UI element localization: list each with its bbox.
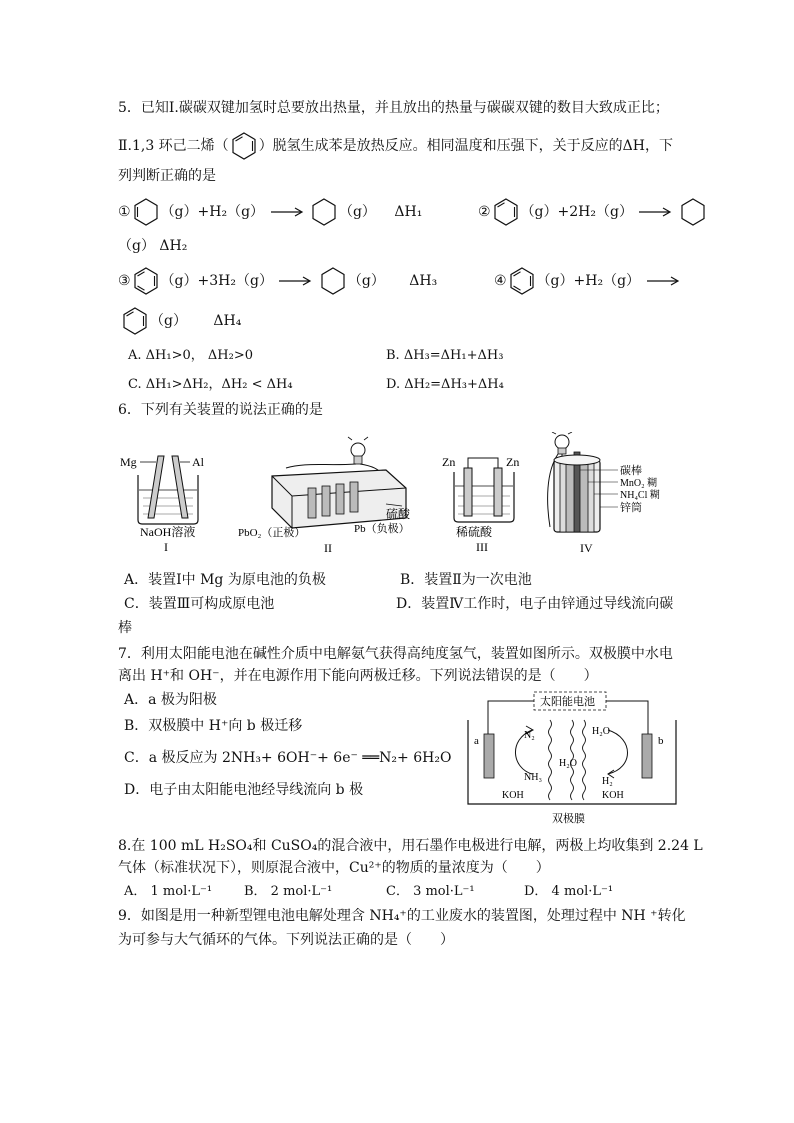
device-2-label: II bbox=[324, 541, 332, 555]
q6-option-a: A．装置Ⅰ中 Mg 为原电池的负极 bbox=[124, 572, 326, 588]
cyclohexadiene-structure bbox=[491, 197, 521, 227]
device-4-carbon-rod-label: 碳棒 bbox=[620, 465, 642, 477]
cyclohexane-structure bbox=[678, 197, 708, 227]
device-3-zn-left-label: Zn bbox=[442, 455, 456, 469]
q6-option-d: D．装置Ⅳ工作时，电子由锌通过导线流向碳 bbox=[396, 596, 674, 612]
h2o-right-label: H₂O bbox=[592, 726, 610, 737]
n2-label: N₂ bbox=[524, 730, 535, 741]
electrolysis-diagram bbox=[462, 690, 682, 830]
q7-option-a: A．a 极为阳极 bbox=[124, 692, 217, 708]
benzene-structure bbox=[131, 266, 161, 296]
q9-line1: 9．如图是用一种新型锂电池电解处理含 NH₄⁺的工业废水的装置图，处理过程中 NH ⁺转化 bbox=[118, 908, 686, 924]
reaction-3-phase: （g） bbox=[347, 273, 385, 289]
reaction-2-cont: （g） ΔH₂ bbox=[118, 238, 188, 254]
q5-option-b: B. ΔH₃=ΔH₁+ΔH₃ bbox=[386, 348, 504, 363]
koh-left-label: KOH bbox=[502, 790, 524, 801]
electrode-a-label: a bbox=[474, 735, 479, 747]
reaction-1-phase: （g） bbox=[338, 204, 376, 220]
q5-line1: 5．已知Ⅰ.碳碳双键加氢时总要放出热量，并且放出的热量与碳碳双键的数目大致成正比； bbox=[118, 100, 669, 116]
q8-line1: 8.在 100 mL H₂SO₄和 CuSO₄的混合液中，用石墨作电极进行电解，两极上均收集到 2.24 L bbox=[118, 838, 703, 854]
reaction-4 bbox=[494, 266, 681, 296]
q6-option-c: C．装置Ⅲ可构成原电池 bbox=[124, 596, 275, 612]
device-3-label: III bbox=[476, 540, 488, 554]
q6-option-d-cont: 棒 bbox=[118, 620, 132, 636]
reaction-3-number: ③ bbox=[118, 273, 131, 289]
h2-label: H₂ bbox=[602, 776, 613, 787]
q8-option-a: A． 1 mol·L⁻¹ bbox=[124, 884, 213, 899]
q5-option-a: A. ΔH₁>0， ΔH₂>0 bbox=[128, 348, 253, 363]
device-1-label: I bbox=[164, 540, 168, 554]
reaction-3 bbox=[118, 266, 437, 296]
device-2-acid-label: 硫酸 bbox=[386, 507, 411, 521]
reaction-1 bbox=[118, 197, 422, 227]
cyclohexene-structure bbox=[131, 197, 161, 227]
reaction-2-reactants: （g）+2H₂（g） bbox=[520, 204, 633, 220]
device-4-diagram bbox=[542, 432, 682, 556]
device-2-diagram bbox=[236, 436, 426, 556]
cyclohexane-structure bbox=[309, 197, 339, 227]
q7-option-c: C．a 极反应为 2NH₃+ 6OH⁻+ 6e⁻ ══N₂+ 6H₂O bbox=[124, 750, 452, 766]
device-3-zn-right-label: Zn bbox=[506, 455, 520, 469]
koh-right-label: KOH bbox=[602, 790, 624, 801]
reaction-2 bbox=[478, 197, 708, 227]
q8-option-d: D． 4 mol·L⁻¹ bbox=[524, 884, 614, 899]
q7-line1: 7．利用太阳能电池在碱性介质中电解氨气获得高纯度氢气，装置如图所示。双极膜中水电 bbox=[118, 646, 673, 662]
reaction-3-reactants: （g）+3H₂（g） bbox=[160, 273, 273, 289]
reaction-3-dh: ΔH₃ bbox=[409, 273, 438, 289]
device-1-diagram bbox=[118, 450, 218, 555]
device-1-mg-label: Mg bbox=[120, 455, 137, 469]
q5-option-d: D. ΔH₂=ΔH₃+ΔH₄ bbox=[386, 377, 504, 392]
reaction-4-dh: ΔH₄ bbox=[213, 313, 242, 329]
device-4-nh4cl-label: NH₄Cl 糊 bbox=[620, 490, 660, 501]
bipolar-membrane-label: 双极膜 bbox=[552, 813, 585, 825]
nh3-label: NH₃ bbox=[524, 772, 542, 783]
reaction-4-reactants: （g）+H₂（g） bbox=[536, 273, 641, 289]
cyclohexadiene-structure bbox=[120, 306, 150, 336]
device-1-solution-label: NaOH溶液 bbox=[140, 525, 196, 539]
q6-stem: 6．下列有关装置的说法正确的是 bbox=[118, 402, 323, 418]
solar-cell-label: 太阳能电池 bbox=[540, 696, 595, 708]
reaction-1-reactants: （g）+H₂（g） bbox=[160, 204, 265, 220]
device-4-zinc-can-label: 锌筒 bbox=[620, 502, 642, 514]
device-2-pb-label: Pb（负极） bbox=[354, 523, 410, 535]
electrode-b-label: b bbox=[658, 735, 664, 747]
reaction-2-number: ② bbox=[478, 204, 491, 220]
cyclohexane-structure bbox=[318, 266, 348, 296]
device-4-label: IV bbox=[580, 541, 593, 555]
q9-line2: 为可参与大气循环的气体。下列说法正确的是（ ） bbox=[118, 932, 454, 948]
arrow-icon bbox=[637, 206, 673, 218]
q7-option-d: D．电子由太阳能电池经导线流向 b 极 bbox=[124, 782, 364, 798]
q5-line2-pre: Ⅱ.1,3 环己二烯（ bbox=[118, 138, 229, 154]
reaction-4-phase: （g） bbox=[150, 313, 187, 329]
q5-option-c: C. ΔH₁>ΔH₂，ΔH₂ < ΔH₄ bbox=[128, 377, 293, 392]
arrow-icon bbox=[645, 275, 681, 287]
reaction-1-dh: ΔH₁ bbox=[394, 204, 423, 220]
q7-line2: 离出 H⁺和 OH⁻，并在电源作用下能向两极迁移。下列说法错误的是（ ） bbox=[118, 668, 598, 684]
device-2-pbo2-label: PbO₂（正极） bbox=[238, 527, 306, 539]
q6-option-b: B．装置Ⅱ为一次电池 bbox=[400, 572, 532, 588]
benzene-structure bbox=[507, 266, 537, 296]
q8-line2: 气体（标准状况下），则原混合液中，Cu²⁺的物质的量浓度为（ ） bbox=[118, 860, 550, 876]
reaction-4-cont bbox=[120, 306, 241, 336]
device-1-al-label: Al bbox=[192, 455, 204, 469]
q8-option-b: B． 2 mol·L⁻¹ bbox=[244, 884, 333, 899]
device-3-diagram bbox=[436, 450, 536, 555]
cyclohexadiene-structure bbox=[229, 131, 259, 161]
h2o-center-label: H₂O bbox=[559, 758, 577, 769]
reaction-4-number: ④ bbox=[494, 273, 507, 289]
reaction-1-number: ① bbox=[118, 204, 131, 220]
q8-option-c: C． 3 mol·L⁻¹ bbox=[386, 884, 475, 899]
q7-option-b: B．双极膜中 H⁺向 b 极迁移 bbox=[124, 718, 303, 734]
q5-line2 bbox=[118, 131, 673, 161]
device-4-mno2-label: MnO₂ 糊 bbox=[620, 478, 658, 489]
arrow-icon bbox=[269, 206, 305, 218]
device-3-solution-label: 稀硫酸 bbox=[456, 525, 493, 539]
q5-line3: 列判断正确的是 bbox=[118, 168, 216, 184]
arrow-icon bbox=[277, 275, 313, 287]
q5-line2-post: ）脱氢生成苯是放热反应。相同温度和压强下，关于反应的ΔH，下 bbox=[258, 138, 674, 154]
